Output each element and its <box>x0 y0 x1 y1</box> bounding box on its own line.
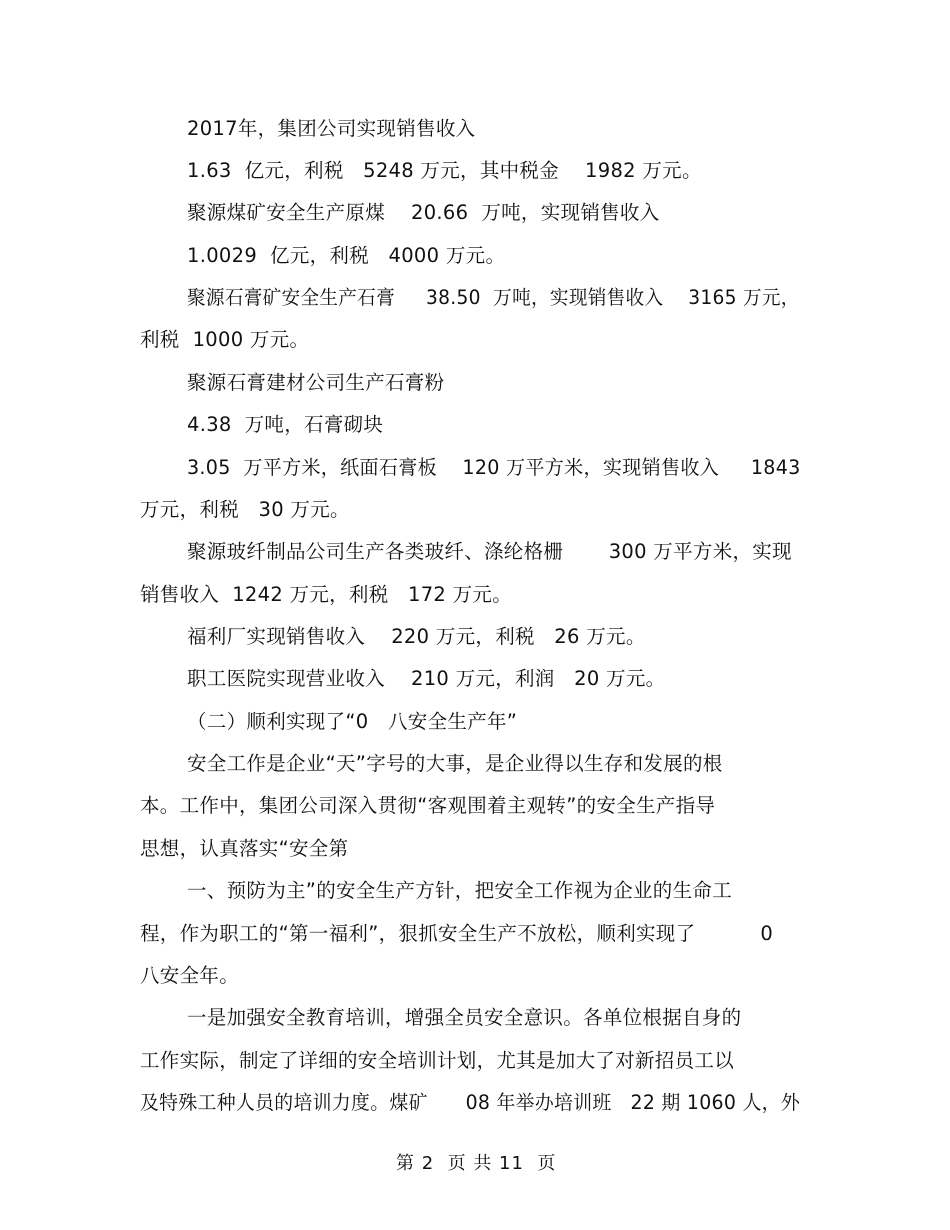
text-line: 聚源玻纤制品公司生产各类玻纤、涤纶格栅 300 万平方米，实现 <box>187 540 792 563</box>
text-line: 2017年，集团公司实现销售收入 <box>187 117 476 140</box>
text-line: 聚源煤矿安全生产原煤 20.66 万吨，实现销售收入 <box>187 201 660 224</box>
text-line: 一、预防为主”的安全生产方针，把安全工作视为企业的生命工 <box>187 879 733 902</box>
section-heading: （二）顺利实现了“0 八安全生产年” <box>187 710 518 733</box>
text-line: 思想，认真落实“安全第 <box>140 837 349 860</box>
page-number-footer: 第 2 页 共 11 页 <box>396 1153 557 1174</box>
text-line: 福利厂实现销售收入 220 万元，利税 26 万元。 <box>187 625 646 648</box>
text-line: 工作实际，制定了详细的安全培训计划，尤其是加大了对新招员工以 <box>140 1049 735 1072</box>
text-line: 聚源石膏建材公司生产石膏粉 <box>187 371 445 394</box>
text-line: 及特殊工种人员的培训力度。煤矿 08 年举办培训班 22 期 1060 人，外 <box>140 1091 801 1114</box>
text-line: 销售收入 1242 万元，利税 172 万元。 <box>140 583 513 606</box>
text-line: 职工医院实现营业收入 210 万元，利润 20 万元。 <box>187 667 666 690</box>
text-line: 安全工作是企业“天”字号的大事，是企业得以生存和发展的根 <box>187 752 723 775</box>
text-line: 程，作为职工的“第一福利”，狠抓安全生产不放松，顺利实现了 0 <box>140 922 774 945</box>
text-line: 一是加强安全教育培训，增强全员安全意识。各单位根据自身的 <box>187 1006 742 1029</box>
text-line: 4.38 万吨，石膏砌块 <box>187 413 384 436</box>
text-line: 1.63 亿元，利税 5248 万元，其中税金 1982 万元。 <box>187 159 702 182</box>
text-line: 利税 1000 万元。 <box>140 328 310 351</box>
text-line: 聚源石膏矿安全生产石膏 38.50 万吨，实现销售收入 3165 万元， <box>187 286 800 309</box>
text-line: 本。工作中，集团公司深入贯彻“客观围着主观转”的安全生产指导 <box>140 794 716 817</box>
text-line: 3.05 万平方米，纸面石膏板 120 万平方米，实现销售收入 1843 <box>187 456 801 479</box>
text-line: 1.0029 亿元，利税 4000 万元。 <box>187 244 506 267</box>
text-line: 万元，利税 30 万元。 <box>140 498 350 521</box>
text-line: 八安全年。 <box>140 964 240 987</box>
